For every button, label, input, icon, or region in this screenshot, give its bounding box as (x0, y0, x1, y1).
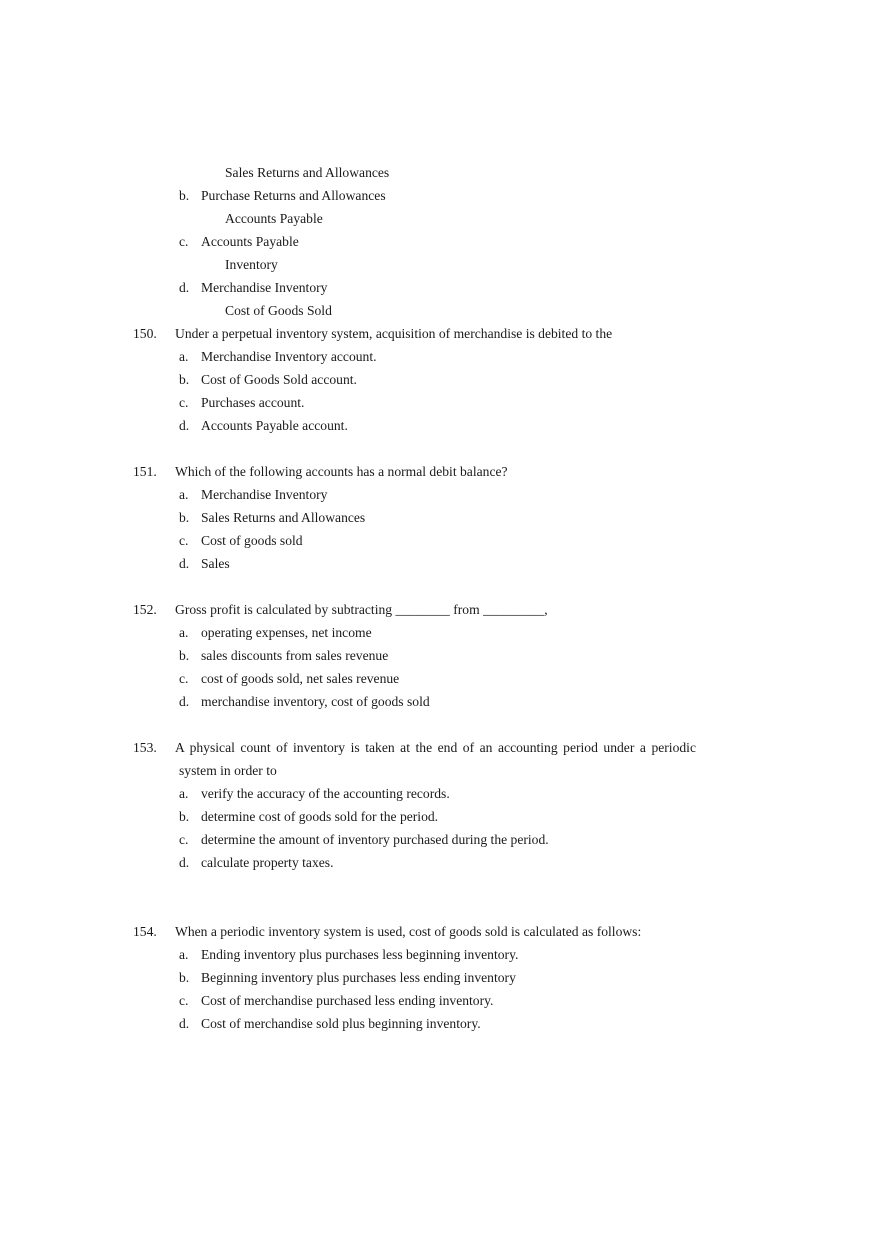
option-text: determine cost of goods sold for the period. (201, 809, 439, 824)
option-letter: b. (179, 372, 190, 387)
option-text: Ending inventory plus purchases less beginning inventory. (201, 947, 519, 962)
option-text: cost of goods sold, net sales revenue (201, 671, 400, 686)
option-letter: c. (179, 395, 189, 410)
question-stem: When a periodic inventory system is used, cost of goods sold is calculated as follows: (175, 924, 642, 939)
option-letter: c. (179, 234, 189, 249)
question-number: 153. (133, 740, 157, 755)
option-letter: d. (179, 556, 190, 571)
option-text: Purchases account. (201, 395, 305, 410)
option-letter: b. (179, 970, 190, 985)
option-letter: b. (179, 809, 190, 824)
continuation-text: Merchandise Inventory (201, 280, 328, 295)
answer-option (179, 509, 365, 527)
continuation-text: Cost of Goods Sold (225, 303, 332, 318)
answer-option (179, 670, 399, 688)
option-letter: a. (179, 625, 189, 640)
option-letter: c. (179, 993, 189, 1008)
answer-option (179, 555, 230, 573)
answer-option (179, 417, 348, 435)
answer-option (179, 394, 304, 412)
answer-option (179, 1015, 481, 1033)
option-text: Cost of goods sold (201, 533, 303, 548)
option-text: Cost of merchandise purchased less ending inventory. (201, 993, 494, 1008)
option-text: determine the amount of inventory purchased during the period. (201, 832, 549, 847)
option-text: Accounts Payable account. (201, 418, 348, 433)
option-letter: a. (179, 947, 189, 962)
question-number: 150. (133, 326, 157, 341)
option-text: Cost of merchandise sold plus beginning inventory. (201, 1016, 481, 1031)
option-text: sales discounts from sales revenue (201, 648, 389, 663)
continuation-line (179, 187, 386, 205)
option-text: Cost of Goods Sold account. (201, 372, 357, 387)
option-letter: d. (179, 1016, 190, 1031)
question-stem: Under a perpetual inventory system, acquisition of merchandise is debited to the (175, 326, 613, 341)
option-text: Merchandise Inventory account. (201, 349, 377, 364)
option-letter: d. (179, 694, 190, 709)
option-letter: c. (179, 832, 189, 847)
option-text: operating expenses, net income (201, 625, 372, 640)
answer-option (179, 693, 430, 711)
continuation-line (225, 302, 332, 320)
answer-option (179, 348, 377, 366)
option-letter: b. (179, 648, 190, 663)
option-text: verify the accuracy of the accounting records. (201, 786, 450, 801)
option-letter: c. (179, 533, 189, 548)
question-stem-continued: system in order to (179, 763, 277, 778)
option-text: Sales (201, 556, 230, 571)
question-number: 152. (133, 602, 157, 617)
option-letter: d. (179, 855, 190, 870)
option-text: Merchandise Inventory (201, 487, 328, 502)
question-stem: Gross profit is calculated by subtracting ________ from _________, (175, 602, 548, 617)
option-text: calculate property taxes. (201, 855, 334, 870)
continuation-line (225, 210, 323, 228)
continuation-line (179, 233, 299, 251)
answer-option (179, 969, 516, 987)
continuation-text: Accounts Payable (225, 211, 323, 226)
option-text: Sales Returns and Allowances (201, 510, 366, 525)
continuation-line (179, 279, 327, 297)
option-letter: d. (179, 280, 190, 295)
answer-option (179, 785, 450, 803)
option-text: Beginning inventory plus purchases less ending inventory (201, 970, 516, 985)
continuation-text: Purchase Returns and Allowances (201, 188, 386, 203)
option-letter: a. (179, 786, 189, 801)
question-number: 151. (133, 464, 157, 479)
answer-option (179, 624, 372, 642)
answer-option (179, 831, 549, 849)
continuation-text: Inventory (225, 257, 278, 272)
answer-option (179, 854, 333, 872)
option-letter: d. (179, 418, 190, 433)
answer-option (179, 992, 493, 1010)
answer-option (179, 371, 357, 389)
question-number: 154. (133, 924, 157, 939)
continuation-line (225, 256, 278, 274)
option-letter: a. (179, 349, 189, 364)
option-letter: b. (179, 188, 190, 203)
option-letter: c. (179, 671, 189, 686)
answer-option (179, 647, 388, 665)
option-text: merchandise inventory, cost of goods sold (201, 694, 430, 709)
continuation-line (225, 164, 389, 182)
answer-option (179, 532, 303, 550)
option-letter: a. (179, 487, 189, 502)
answer-option (179, 808, 438, 826)
continuation-text: Sales Returns and Allowances (225, 165, 390, 180)
question-stem: A physical count of inventory is taken at the end of an accounting period under a periodic (175, 740, 696, 755)
continuation-text: Accounts Payable (201, 234, 299, 249)
question-stem: Which of the following accounts has a normal debit balance? (175, 464, 508, 479)
option-letter: b. (179, 510, 190, 525)
answer-option (179, 486, 327, 504)
answer-option (179, 946, 518, 964)
